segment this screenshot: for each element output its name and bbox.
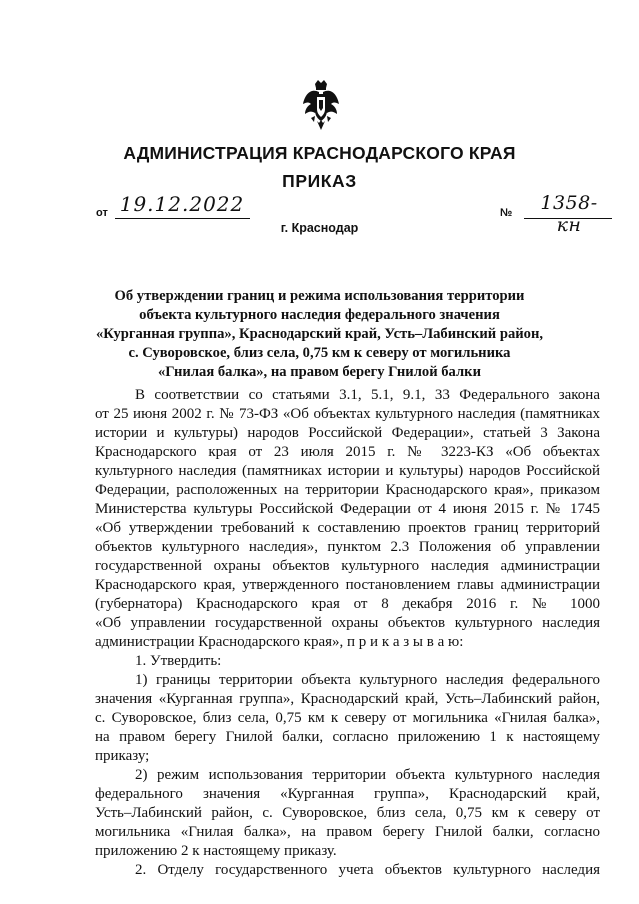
- text-line: Краснодарского края, утвержденного постановлением главы администрации: [95, 577, 600, 593]
- text-line: 1. Утвердить:: [135, 653, 222, 669]
- text-line: 2) режим использования территории объекта культурного наследия: [135, 767, 600, 783]
- text-line: 1) границы территории объекта культурного наследия федерального: [135, 672, 600, 688]
- text-line: «Об утверждении требований к составлению проектов границ территорий: [95, 520, 600, 536]
- title-line: объекта культурного наследия федерального значения: [139, 307, 500, 323]
- body-paragraph: [95, 671, 600, 766]
- text-line: приложению 2 к настоящему приказу.: [95, 843, 337, 859]
- text-line: культурного наследия (памятниках истории и культуры) народов Российской: [95, 463, 600, 479]
- text-line: (губернатора) Краснодарского края от 8 декабря 2016 г. № 1000: [95, 596, 600, 612]
- text-line: Усть–Лабинский район, с. Суворовское, близ села, 0,75 км к северу от: [95, 805, 600, 821]
- text-line: от 25 июня 2002 г. № 73-ФЗ «Об объектах культурного наследия (памятниках: [95, 406, 600, 422]
- body-paragraph: [95, 861, 600, 880]
- text-line: приказу;: [95, 748, 150, 764]
- text-line: Министерства культуры Российской Федерации от 4 июня 2015 г. № 1745: [95, 501, 600, 517]
- document-body: [95, 386, 600, 880]
- date-underline: [115, 218, 250, 219]
- text-line: истории и культуры) народов Российской Федерации», статьей 3 Закона: [95, 425, 600, 441]
- text-line: «Об управлении государственной охраны объектов культурного наследия: [95, 615, 600, 631]
- order-title: [90, 287, 549, 382]
- body-paragraph: [95, 766, 600, 861]
- title-line: с. Суворовское, близ села, 0,75 км к северу от могильника: [128, 345, 511, 361]
- text-line: администрации Краснодарского края», п р и к а з ы в а ю:: [95, 634, 464, 650]
- organization-name: АДМИНИСТРАЦИЯ КРАСНОДАРСКОГО КРАЯ: [123, 143, 516, 163]
- coat-of-arms-icon: [301, 80, 341, 130]
- text-line: Краснодарского края от 23 июля 2015 г. № 3223-КЗ «Об объектах: [95, 444, 600, 460]
- title-line: Об утверждении границ и режима использования территории: [114, 288, 525, 304]
- document-type: ПРИКАЗ: [282, 171, 357, 191]
- text-line: объектов культурного наследия», пунктом 2.3 Положения об управлении: [95, 539, 600, 555]
- text-line: государственной охраны объектов культурного наследия администрации: [95, 558, 600, 574]
- text-line: Федерации, расположенных на территории Краснодарского края», приказом: [95, 482, 600, 498]
- text-line: 2. Отделу государственного учета объектов культурного наследия: [135, 862, 600, 878]
- handwritten-number: 1358-кн: [540, 192, 598, 236]
- text-line: федерального значения «Курганная группа», Краснодарский край,: [95, 786, 600, 802]
- number-label: №: [500, 207, 513, 219]
- number-underline: [524, 218, 612, 219]
- text-line: на правом берегу Гнилой балки, согласно приложению 1 к настоящему: [95, 729, 600, 745]
- title-line: «Курганная группа», Краснодарский край, Усть–Лабинский район,: [95, 326, 544, 342]
- title-line: «Гнилая балка», на правом берегу Гнилой балки: [158, 364, 481, 380]
- body-paragraph: [95, 386, 600, 652]
- city: г. Краснодар: [280, 221, 359, 235]
- date-label: от: [96, 207, 108, 219]
- text-line: с. Суворовское, близ села, 0,75 км к северу от могильника «Гнилая балка»,: [95, 710, 600, 726]
- text-line: В соответствии со статьями 3.1, 5.1, 9.1, 33 Федерального закона: [135, 387, 600, 403]
- body-paragraph: [95, 652, 600, 671]
- handwritten-date: 19.12.2022: [119, 192, 245, 216]
- text-line: могильника «Гнилая балка», на правом берегу Гнилой балки, согласно: [95, 824, 600, 840]
- text-line: значения «Курганная группа», Краснодарский край, Усть–Лабинский район,: [95, 691, 600, 707]
